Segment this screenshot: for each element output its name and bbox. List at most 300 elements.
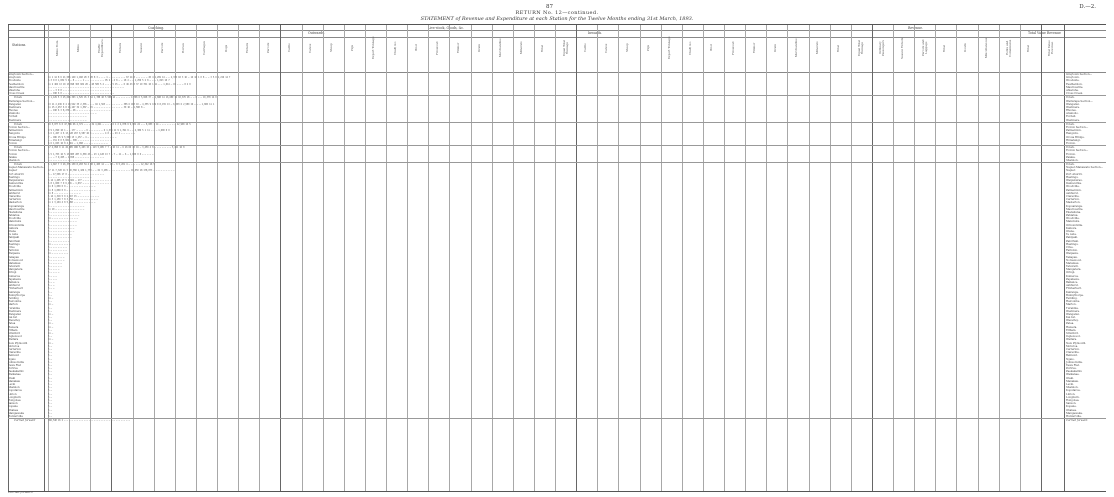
row-values: 17 4,058 0 11 26,905 486 5,203 15 … 123 5,485 7 7 … 10 11 … 6 26 66 10 16 … 3,450 4 8 … … … … … … … 5,421 16 8 <box>48 146 185 150</box>
station-name: Kaikora <box>8 226 19 230</box>
station-name-right: Eketahuna. <box>1066 210 1081 214</box>
station-name-right: Woodville. <box>1066 185 1080 189</box>
station-name: Shannon <box>8 386 20 390</box>
column-header: Firewood <box>730 41 735 55</box>
row-values: 5 … … … … … … <box>48 258 65 262</box>
station-name: Carried forward <box>14 419 36 423</box>
row-values: 11 … <box>48 312 53 316</box>
row-values: … … … … … … … … … … … … … … … … <box>48 115 87 119</box>
station-name: Mauriceville <box>8 85 25 89</box>
station-name: Masterton <box>8 201 22 205</box>
station-name-right: Stratford. <box>1066 332 1079 335</box>
station-name: Carterton <box>8 198 21 202</box>
station-name: Totals <box>14 146 22 150</box>
column-header: Parcels <box>160 42 165 54</box>
station-name: Waipawa <box>8 252 20 256</box>
station-name: Carterton <box>8 347 21 351</box>
row-values: 5 5 1,753 16 5 13,885 287 6,583 43 … 23 1,128 13 7 … 7 … 11 … 6 … 1,000 0 0 … … … … … <box>48 152 154 156</box>
station-name-right: Shannon. <box>1066 386 1079 390</box>
station-name-right: Napier. <box>1066 169 1076 173</box>
station-name-right: Te Aute. <box>1066 233 1077 237</box>
station-name: Turakina <box>8 306 20 310</box>
station-name-right: Farndon. <box>1066 249 1078 253</box>
station-name: Ashhurst <box>8 191 20 195</box>
row-values: 5 … … … … … … … … … … <box>48 230 75 233</box>
column-header: Total <box>1026 44 1031 52</box>
station-name: Wanganui <box>8 102 22 106</box>
row-values: … … 190 6 3 8,270 … 48 … … … … … … … … … … … … … … … <box>48 109 113 113</box>
station-name: Te Aute <box>8 233 19 237</box>
station-name-right: Wanganui. <box>1066 312 1080 316</box>
station-name: Oroua Bridge <box>8 135 26 139</box>
station-name-right: Totals. <box>1066 96 1075 100</box>
station-name-right: Porirua. <box>1066 367 1077 371</box>
row-values: 5 … <box>48 293 52 297</box>
row-values: 5 … <box>48 351 52 355</box>
row-values: 5 … … <box>48 281 55 284</box>
station-name: Clive <box>8 245 15 249</box>
station-name: Westmere <box>8 105 22 109</box>
row-values: 5 … <box>48 300 52 304</box>
row-values: 11 … … … … … … … … … … … <box>48 217 78 221</box>
column-header: Wool <box>709 44 714 52</box>
total-row <box>8 418 1106 422</box>
station-name-right: Feilding. <box>1066 296 1078 300</box>
row-values: 11 … <box>48 322 53 326</box>
row-values: 5 … <box>48 306 52 310</box>
station-name: Foxton Section— <box>8 149 31 153</box>
station-name-right: Paiaka. <box>1066 155 1076 159</box>
station-name: Fitzherbert <box>8 287 23 291</box>
column-header: Export Tonnage <box>371 36 376 60</box>
column-header: Season <box>139 42 144 54</box>
station-name-right: Eltham. <box>1066 328 1077 332</box>
station-name: Napier <box>8 169 18 173</box>
row-values: 5 … … … … … … … … … … … … <box>48 210 79 214</box>
station-name-right: Kairanga. <box>1066 290 1079 294</box>
station-name-right: Rangiotu. <box>1066 132 1079 136</box>
column-header: Merchandise <box>498 38 503 58</box>
station-name: Woodville <box>8 185 21 189</box>
row-values: 5 … <box>48 395 52 399</box>
station-name-right: Mauriceville. <box>1066 85 1084 89</box>
row-values: 6 6 1,267 4 6 13,128 267 6,587 46 1 … … … … … 4 0 … … 43 4 … … … … … … <box>48 132 135 136</box>
station-name-right: Wanganui. <box>1066 102 1080 106</box>
row-values: 11 15 2,457 6 8 16,167 32 1,587 … 15 … … … … … … … … … … … … 30 16 … 1,580 8 … <box>48 105 145 109</box>
station-name: Kopuaranga <box>8 204 24 208</box>
column-header: Carriages <box>202 41 207 55</box>
station-name-right: Cross Creek. <box>1066 92 1083 96</box>
row-values: 5 … … … … … … … … <box>48 239 70 243</box>
station-name: Napier-Manawatu Section— <box>8 166 46 170</box>
station-name-right: Turakina. <box>1066 306 1079 310</box>
column-header: Traffic Expenditure. <box>96 38 104 58</box>
row-values: 5 … <box>48 319 52 323</box>
footer-left: Carried forward <box>8 490 33 494</box>
station-name: Shannon <box>8 158 20 162</box>
station-name: Mangaweka <box>8 411 24 415</box>
column-header: Firewood <box>434 41 439 55</box>
station-name: Ahiaruhe <box>8 88 21 92</box>
row-values: 5 … <box>48 389 52 393</box>
station-name: Paiaka <box>8 155 17 159</box>
row-values: 5 8 1,600 7 0 6,131 … 1,037 … … … … … … … … … … … … <box>48 182 112 186</box>
station-name-right: Masterton. <box>1066 201 1081 205</box>
row-values: 5 … <box>48 414 52 418</box>
station-name-right: Featherston. <box>1066 82 1083 86</box>
station-name-right: Graytown Section— <box>1066 73 1093 76</box>
row-values: 5 … <box>48 398 52 402</box>
station-name-right: Carterton. <box>1066 347 1080 351</box>
row-values: 19 5,077 6 0 47,586 66 4,371 … … … 19 4,041 … … … … 6 1 2 4,078 6 9,931 24 … … 8,083 1 14 … … … … … … … 42,900 16 5 <box>48 122 191 126</box>
column-header: Total <box>540 44 545 52</box>
station-name-right: Waitara. <box>1066 338 1078 342</box>
station-name: Palmerston <box>8 188 23 192</box>
row-values: 5 … <box>48 309 52 313</box>
row-values: … … … … … … … … … … … … … … <box>48 158 82 162</box>
row-values: 11 2 404 13 10 13,698 363 602 28 … 48 585 5 4 … … … 5 15 … … 0 46 43 8 37 19 701 10 1 11 … … 1,014 … 19 … … … 8 2 0 <box>48 82 191 86</box>
column-header: Grain <box>772 44 777 52</box>
station-name-right: Hawera. <box>1066 325 1078 329</box>
column-header: Total Value Revenue <box>1047 40 1055 56</box>
station-name: Hawera <box>8 325 19 329</box>
station-name-right: Tahoraiti. <box>1066 265 1079 269</box>
station-name: Clareville <box>8 351 21 355</box>
station-name: Halcombe <box>8 300 22 304</box>
station-name: Manakau <box>8 379 21 383</box>
station-name-right: New Plymouth. <box>1066 341 1087 345</box>
station-name: Woodside <box>8 79 21 83</box>
station-name-right: Woodville. <box>1066 217 1080 221</box>
row-values: 9 9 1,099 10 1 … … 177 … … … … 6 … … … … … … 6 1,375 11 9 1,391 6 … … 2,386 5 1 11 … … … 1,600 0 0 <box>48 129 170 133</box>
row-values: 11 … <box>48 338 53 342</box>
row-values: 5 … … … … … <box>48 261 62 265</box>
row-values: 5 … … … … … … … … … … <box>48 226 75 230</box>
column-header: Timber <box>751 42 756 54</box>
station-name: Hastings <box>8 242 20 246</box>
row-values: … … … 7 9,265 … 1,658 … … … … … … … … … … … … <box>48 155 104 159</box>
column-header: Calves <box>603 43 608 53</box>
station-name-right: Ballance. <box>1066 281 1079 284</box>
station-name-right: Westmere. <box>1066 118 1080 122</box>
station-name-right: Clareville. <box>1066 351 1080 355</box>
station-name-right: Pahiatua. <box>1066 214 1079 218</box>
station-name: Farndon <box>8 249 19 253</box>
station-name-right: Makotuku. <box>1066 220 1081 224</box>
station-name-right: Belmont. <box>1066 354 1078 358</box>
row-values: 5 … … … … … … … … … <box>48 233 72 237</box>
station-name-right: Kaikora. <box>1066 226 1078 230</box>
column-header: Cattle <box>286 43 291 53</box>
column-header: Miles <box>75 44 80 52</box>
row-values: 5 … <box>48 405 52 409</box>
station-name-right: Carried forward. <box>1066 419 1089 423</box>
station-name: Johnsonville <box>8 360 24 364</box>
group-stations: Stations. <box>12 43 27 47</box>
station-name-right: Mauriceville. <box>1066 207 1084 211</box>
station-name: Otaki <box>8 376 16 380</box>
column-header: Miscellaneous <box>984 37 989 59</box>
row-values: 11 … <box>48 341 53 345</box>
row-values: … … … … … … … … … … … … … … … … <box>48 118 87 122</box>
station-name: Wanganui <box>8 312 22 316</box>
station-name: Totals <box>14 96 22 100</box>
row-values: 5 … … … … … … … … … … … … <box>48 214 79 218</box>
column-header: Parcels <box>265 42 270 54</box>
row-values: … … … … … … … … … … … … … … … … … … … … <box>48 112 97 116</box>
station-name-right: Longburn. <box>1066 395 1080 399</box>
station-name-right: Kopuaranga. <box>1066 204 1083 208</box>
column-header: Rents and Commission <box>1005 39 1013 57</box>
station-name-right: Rhodes. <box>1066 109 1077 113</box>
station-name: Papatawa <box>8 277 21 281</box>
station-name: Hunterville <box>8 414 23 418</box>
station-name: Waverley <box>8 319 21 323</box>
row-values: 11 10 … … … … … … … … … … … … <box>48 207 84 211</box>
group-outwards: Outwards. <box>308 31 325 35</box>
station-name-right: Patea. <box>1066 322 1075 326</box>
column-header: Timber <box>455 42 460 54</box>
station-name: Westmere <box>8 118 22 122</box>
column-header: Merchandise <box>793 38 798 58</box>
station-name-right: Mangaweka. <box>1066 411 1083 415</box>
station-name-right: Foxton Section— <box>1066 126 1089 129</box>
station-name-right: Ormondville. <box>1066 223 1084 227</box>
station-name: Palmerston <box>8 129 23 133</box>
group-inwards: Inwards. <box>588 31 603 35</box>
station-name-right: Hastings. <box>1066 242 1079 246</box>
station-name: Foxton Section— <box>8 126 31 129</box>
station-name-right: Ashhurst. <box>1066 284 1079 288</box>
station-name-right: Norsewood. <box>1066 258 1082 262</box>
row-values: 5 … <box>48 383 52 386</box>
station-name-right: Levin. <box>1066 383 1075 386</box>
station-name-right: Waipukurau. <box>1066 179 1083 182</box>
station-name-right: Oringi. <box>1066 271 1076 275</box>
row-values: 11 8 1,060 0 0 … … … … … … … … … … … … <box>48 185 96 189</box>
station-name: Pakipaki <box>8 236 20 240</box>
station-name-right: Otane. <box>1066 230 1075 233</box>
station-name-right: Inglewood. <box>1066 335 1081 339</box>
station-name-right: Palmerston. <box>1066 188 1082 192</box>
station-name: Featherston <box>8 82 24 86</box>
station-name: Wairarapa Section— <box>8 99 35 103</box>
station-name: Waipukurau <box>8 179 24 182</box>
return-title: RETURN No. 12—continued. <box>515 10 599 16</box>
station-name-right: Himatangi. <box>1066 138 1081 142</box>
station-name: Makotuku <box>8 220 22 224</box>
station-name: Paki Paki <box>8 239 20 243</box>
station-name-right: Ahiaruhe. <box>1066 88 1079 92</box>
station-name: Feilding <box>8 296 19 300</box>
station-name-right: Napier-Manawatu Section— <box>1066 166 1104 170</box>
station-name-right: Fitzherbert. <box>1066 287 1082 291</box>
row-values: 5 … … … … <box>48 271 60 275</box>
row-values: … … … … … … … … … … … … … … … … … … <box>48 175 92 179</box>
column-header: Equal Total Tonnage <box>857 39 865 57</box>
row-values: 5 … … … … … … … … … … … <box>48 223 77 227</box>
row-values: 5 … <box>48 316 52 320</box>
station-name-right: Rongotea. <box>1066 398 1080 402</box>
row-values: 5 … <box>48 335 52 339</box>
station-name: Porirua <box>8 367 18 371</box>
station-name-right: Marton. <box>1066 303 1077 307</box>
row-values: 5 … 17,506 17 0 … … … … … … … … … … … … … … … <box>48 172 104 176</box>
station-name-right: Oroua Bridge. <box>1066 135 1085 139</box>
row-values: 5 … … <box>48 287 55 291</box>
column-header: Grain <box>477 44 482 52</box>
station-name: Norsewood <box>8 258 23 262</box>
station-name: Rhodes <box>8 109 18 113</box>
station-name-right: Fordell. <box>1066 115 1077 119</box>
station-name-right: Totals. <box>1066 122 1075 126</box>
row-values: … … … … … … … … … … … … … … … … … … … … … … … … … … … … … … … <box>48 85 124 89</box>
station-name-right: Paki Paki. <box>1066 239 1079 243</box>
station-name-right: Hastings. <box>1066 175 1079 179</box>
row-values: 5 … <box>48 290 52 294</box>
row-values: 11 … … … … … … … … <box>48 242 71 246</box>
station-name: Greytown <box>8 76 21 80</box>
station-name-right: Greytown. <box>1066 76 1080 80</box>
row-values: 5 … <box>48 357 52 361</box>
column-header: Dogs <box>223 44 228 52</box>
station-name-right: Ohakea. <box>1066 408 1077 412</box>
station-name: Kairanga <box>8 290 20 294</box>
row-values: 5 … <box>48 376 52 380</box>
row-values: 5 14 1,310 5 0 2,017 15 … … … … … … … … … <box>48 194 99 198</box>
station-name-right: Ngaio. <box>1066 357 1075 361</box>
station-name: Otane <box>8 230 16 233</box>
station-name: Graytown Section— <box>8 73 35 76</box>
row-values: 5 … <box>48 386 52 390</box>
row-values: 5 … <box>48 367 52 371</box>
row-values: 5 … … … <box>48 277 57 281</box>
station-name: Patea <box>8 322 16 326</box>
station-name: Westmere <box>8 309 22 313</box>
station-name: Port Ahuriri <box>8 172 24 176</box>
column-header: Chaff, &c. <box>688 40 693 56</box>
station-name: Mauriceville <box>8 207 25 211</box>
station-name-right: Moturoa. <box>1066 344 1079 348</box>
station-name-right: Clive. <box>1066 245 1074 249</box>
station-name: Takapau <box>8 255 20 259</box>
station-name-right: Port Ahuriri. <box>1066 172 1083 176</box>
station-name-right: Johnsonville. <box>1066 360 1083 364</box>
group-revenue: Revenue. <box>908 26 923 30</box>
row-values: 5 … <box>48 354 52 358</box>
station-name: Kopane <box>8 405 18 409</box>
station-name: Oringi <box>8 271 17 275</box>
station-name-right: Kumeroa. <box>1066 274 1079 278</box>
station-name: Matamau <box>8 261 21 265</box>
station-name: Aramoho <box>8 112 20 116</box>
row-values: 5 … <box>48 411 52 415</box>
column-header: Equal Total Tonnage <box>561 39 569 57</box>
row-values: 5 … … … … … … … … … … … … … … <box>48 204 84 208</box>
column-header: Total <box>941 44 946 52</box>
station-name-right: Aramoho. <box>1066 112 1079 116</box>
column-header: Total <box>836 44 841 52</box>
station-name-right: Foxton Section— <box>1066 149 1089 153</box>
station-name-right: Carterton. <box>1066 198 1080 202</box>
station-name-right: Wairarapa Section— <box>1066 99 1093 103</box>
row-values: 11 1 14 8 6 21,565 149 1,460 28 3 28 8 3 … … … 1 … … … … … … … 67 14 8 … … … … … 45 4 1,269 14 … … 2,370 18 3 16 … 16 10 1 0 8 … … 3 5 0 1,219 14 7 <box>48 76 231 80</box>
station-name: Eltham <box>8 328 18 332</box>
row-values: 17 11 7,720 11 5 43,768 1,109 1,779 … … 61 3,185 … … … … … … … … … 16,050 18 178,073 … … … … … … … … … <box>48 169 175 173</box>
row-values: 7 … 496 15 9 5,500 15 1,157 … 4 … … … … … … … … … … … … <box>48 135 117 139</box>
station-name-right: Waikanae. <box>1066 373 1080 377</box>
station-name: Clareville <box>8 194 21 198</box>
station-name: Rangiotu <box>8 132 20 136</box>
row-values: 5 … <box>48 370 52 374</box>
station-name: Foxton <box>8 152 17 156</box>
station-name: Kumeroa <box>8 274 20 278</box>
station-name-right: Manakau. <box>1066 379 1080 383</box>
station-name: Dannevirke <box>8 182 24 186</box>
row-values: 5 … … … … … … … <box>48 245 67 249</box>
station-name: Totals <box>14 163 22 167</box>
column-header: Chaff, &c. <box>392 40 397 56</box>
station-name: Waitara <box>8 338 19 342</box>
column-header: Ordinary Passengers <box>878 40 886 56</box>
station-name: Rongotea <box>8 398 21 402</box>
station-name: New Plymouth <box>8 341 28 345</box>
station-name-right: Westmere. <box>1066 309 1080 313</box>
station-name-right: Papatawa. <box>1066 277 1080 281</box>
row-values: 11 … … … … … … … <box>48 252 68 256</box>
column-header: Season Tickets <box>899 37 904 59</box>
station-name-right: Waipawa. <box>1066 252 1079 256</box>
station-name: Cross Creek <box>8 92 25 96</box>
row-values: 5 … … … … … … … <box>48 249 67 253</box>
station-name: Woodville <box>8 217 21 221</box>
station-name-right: Totals. <box>1066 146 1075 150</box>
statement-title: STATEMENT of Revenue and Expenditure at each Station for the Twelve Months ending 31st March, 1893. <box>420 16 694 22</box>
station-name-right: Kopane. <box>1066 405 1077 409</box>
row-values: 5 … <box>48 373 52 377</box>
column-header: Goods <box>962 43 967 53</box>
station-name: Longburn <box>8 395 21 399</box>
row-values: … … 151 0 0 5,601 … 308 … … … … … … … … … … … … … … <box>48 138 112 142</box>
column-header: Tickets <box>244 42 249 54</box>
column-header: Tickets <box>117 42 122 54</box>
station-name: Waikanae <box>8 373 21 377</box>
row-values: 6 6 1,043 16 8 4,661 … 1,068 … … … … … … … … … … <box>48 141 108 145</box>
row-values: 11 8 … … … … … … … … … … … <box>48 191 81 195</box>
table-body <box>8 73 1106 422</box>
row-values: 3 1,129 5 3 25,096 303 1,525 45 3 54 1,788 40 5 508 14 … … … … … … 4 708 6 5,668 37 … 1,688 14 16,689 12 18,376 18 … … 6 … … 10,378 14 0 <box>48 96 217 100</box>
station-name: Ballance <box>8 281 20 284</box>
column-header: Calves <box>308 43 313 53</box>
station-name-right: Tawa Flat. <box>1066 363 1080 367</box>
column-header: Parcels and Luggage <box>920 39 928 57</box>
row-values: 5 … <box>48 344 52 348</box>
station-name-right: Bunnythorpe. <box>1066 293 1084 297</box>
station-name: Koputaroa <box>8 389 22 393</box>
station-name: Ngaio <box>8 357 16 361</box>
station-name-right: Foxton. <box>1066 141 1076 145</box>
row-values: 11 … <box>48 296 53 300</box>
station-name-right: Takapau. <box>1066 255 1078 259</box>
row-values: 5 … … … … … … … … … <box>48 236 72 240</box>
station-name-right: Shannon. <box>1066 158 1079 162</box>
station-name-right: Woodside. <box>1066 79 1080 83</box>
station-name-right: Pakipaki. <box>1066 236 1079 240</box>
column-header: Horses <box>181 43 186 53</box>
station-name: Linton <box>8 392 17 396</box>
station-name: Hastings <box>8 175 20 179</box>
station-name-right: Otaki. <box>1066 376 1074 380</box>
